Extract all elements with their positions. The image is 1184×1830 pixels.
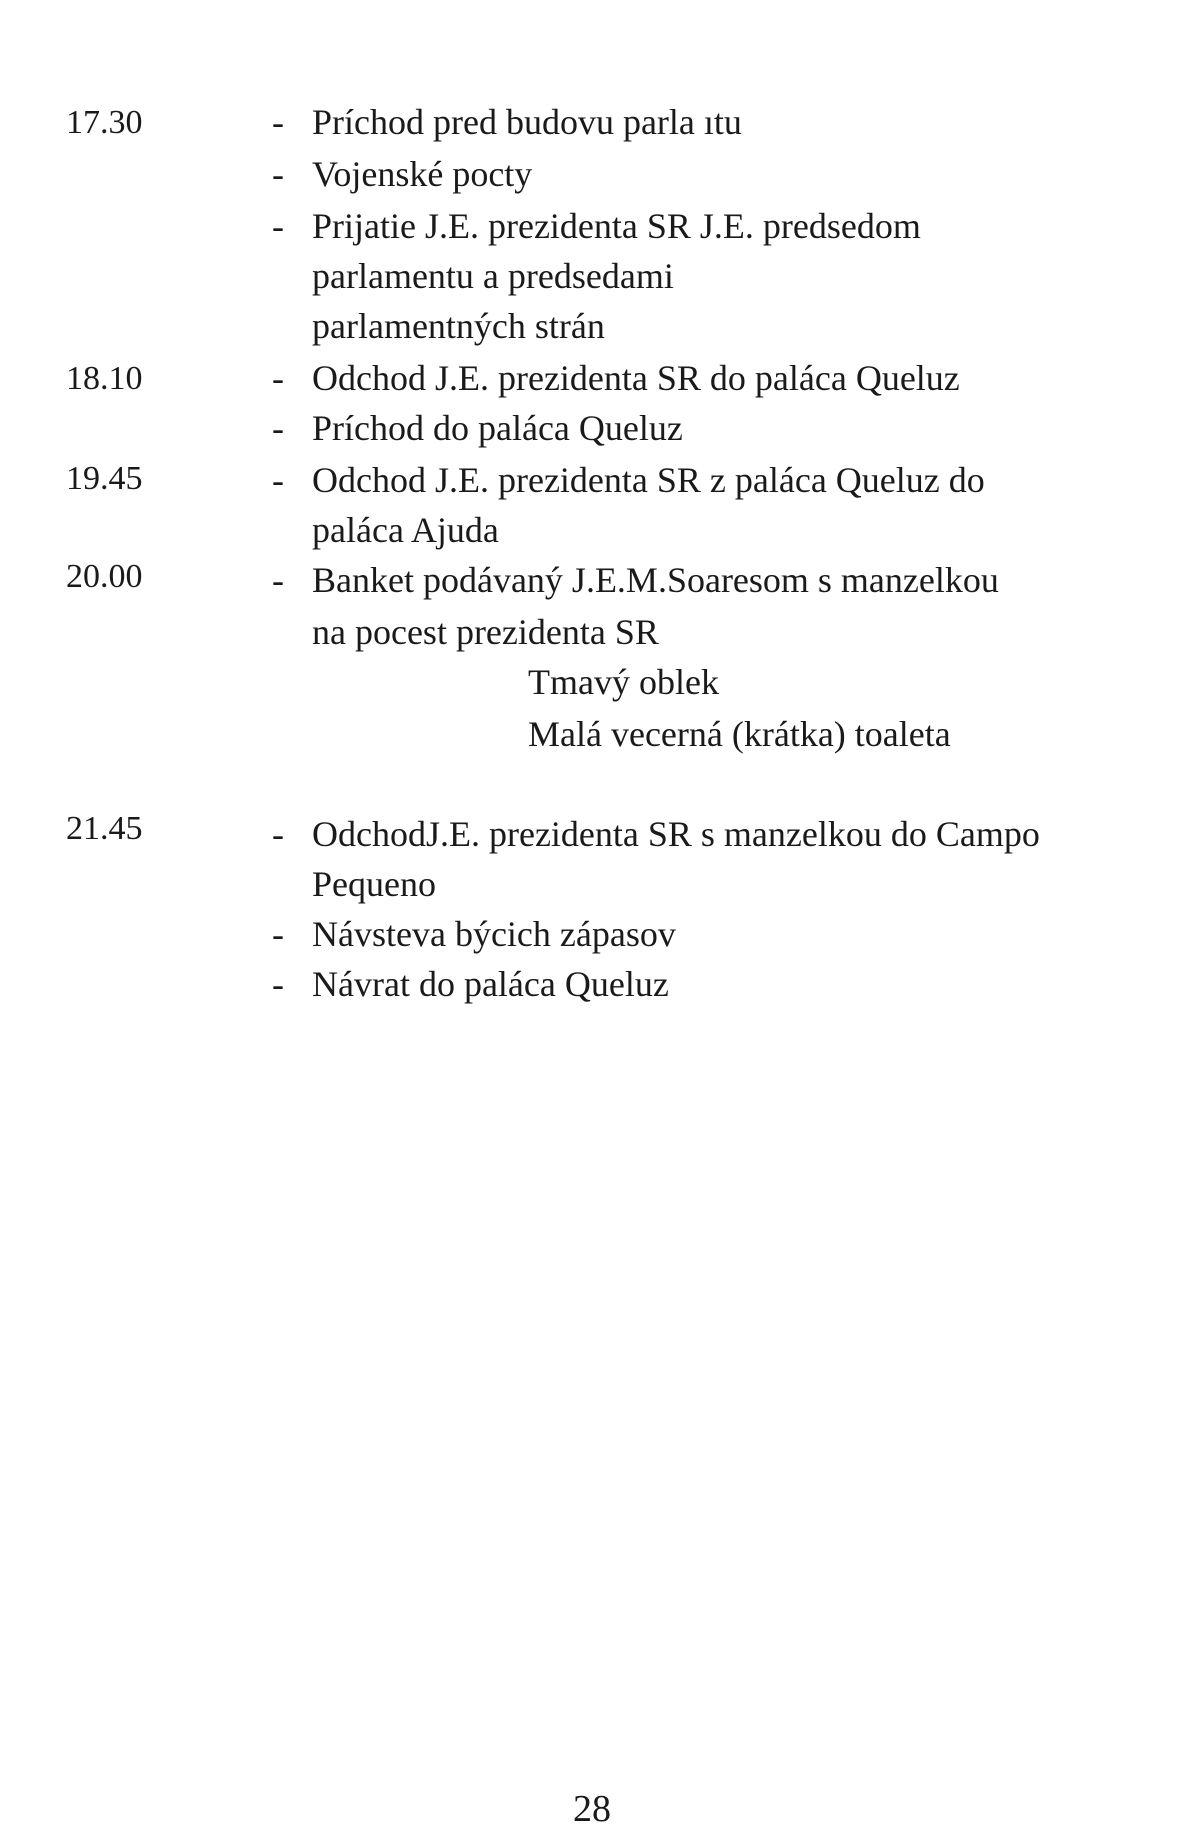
list-item: - Návsteva býcich zápasov [272,914,676,954]
list-item: - OdchodJ.E. prezidenta SR s manzelkou do Campo [272,814,1040,854]
list-item: - Príchod do paláca Queluz [272,408,683,448]
list-item-continuation: na pocest prezidenta SR [312,612,659,652]
list-item: - Odchod J.E. prezidenta SR z paláca Queluz do [272,460,985,500]
time-2145: 21.45 [66,810,143,847]
time-2000: 20.00 [66,558,143,595]
list-item-continuation: parlamentu a predsedami [312,256,674,296]
list-item: - Banket podávaný J.E.M.Soaresom s manzelkou [272,560,999,600]
time-1945: 19.45 [66,460,143,497]
page-number: 28 [573,1788,611,1830]
list-item: - Príchod pred budovu parla ıtu [272,102,742,142]
list-item: - Vojenské pocty [272,154,533,194]
list-item-continuation: parlamentných strán [312,306,605,346]
dress-code-women: Malá vecerná (krátka) toaleta [528,714,951,754]
list-item: - Návrat do paláca Queluz [272,964,669,1004]
time-1810: 18.10 [66,360,143,397]
dress-code-men: Tmavý oblek [528,662,719,702]
list-item: - Prijatie J.E. prezidenta SR J.E. predsedom [272,206,921,246]
list-item-continuation: Pequeno [312,864,436,904]
list-item-continuation: paláca Ajuda [312,510,499,550]
list-item: - Odchod J.E. prezidenta SR do paláca Queluz [272,358,960,398]
time-1730: 17.30 [66,104,143,141]
